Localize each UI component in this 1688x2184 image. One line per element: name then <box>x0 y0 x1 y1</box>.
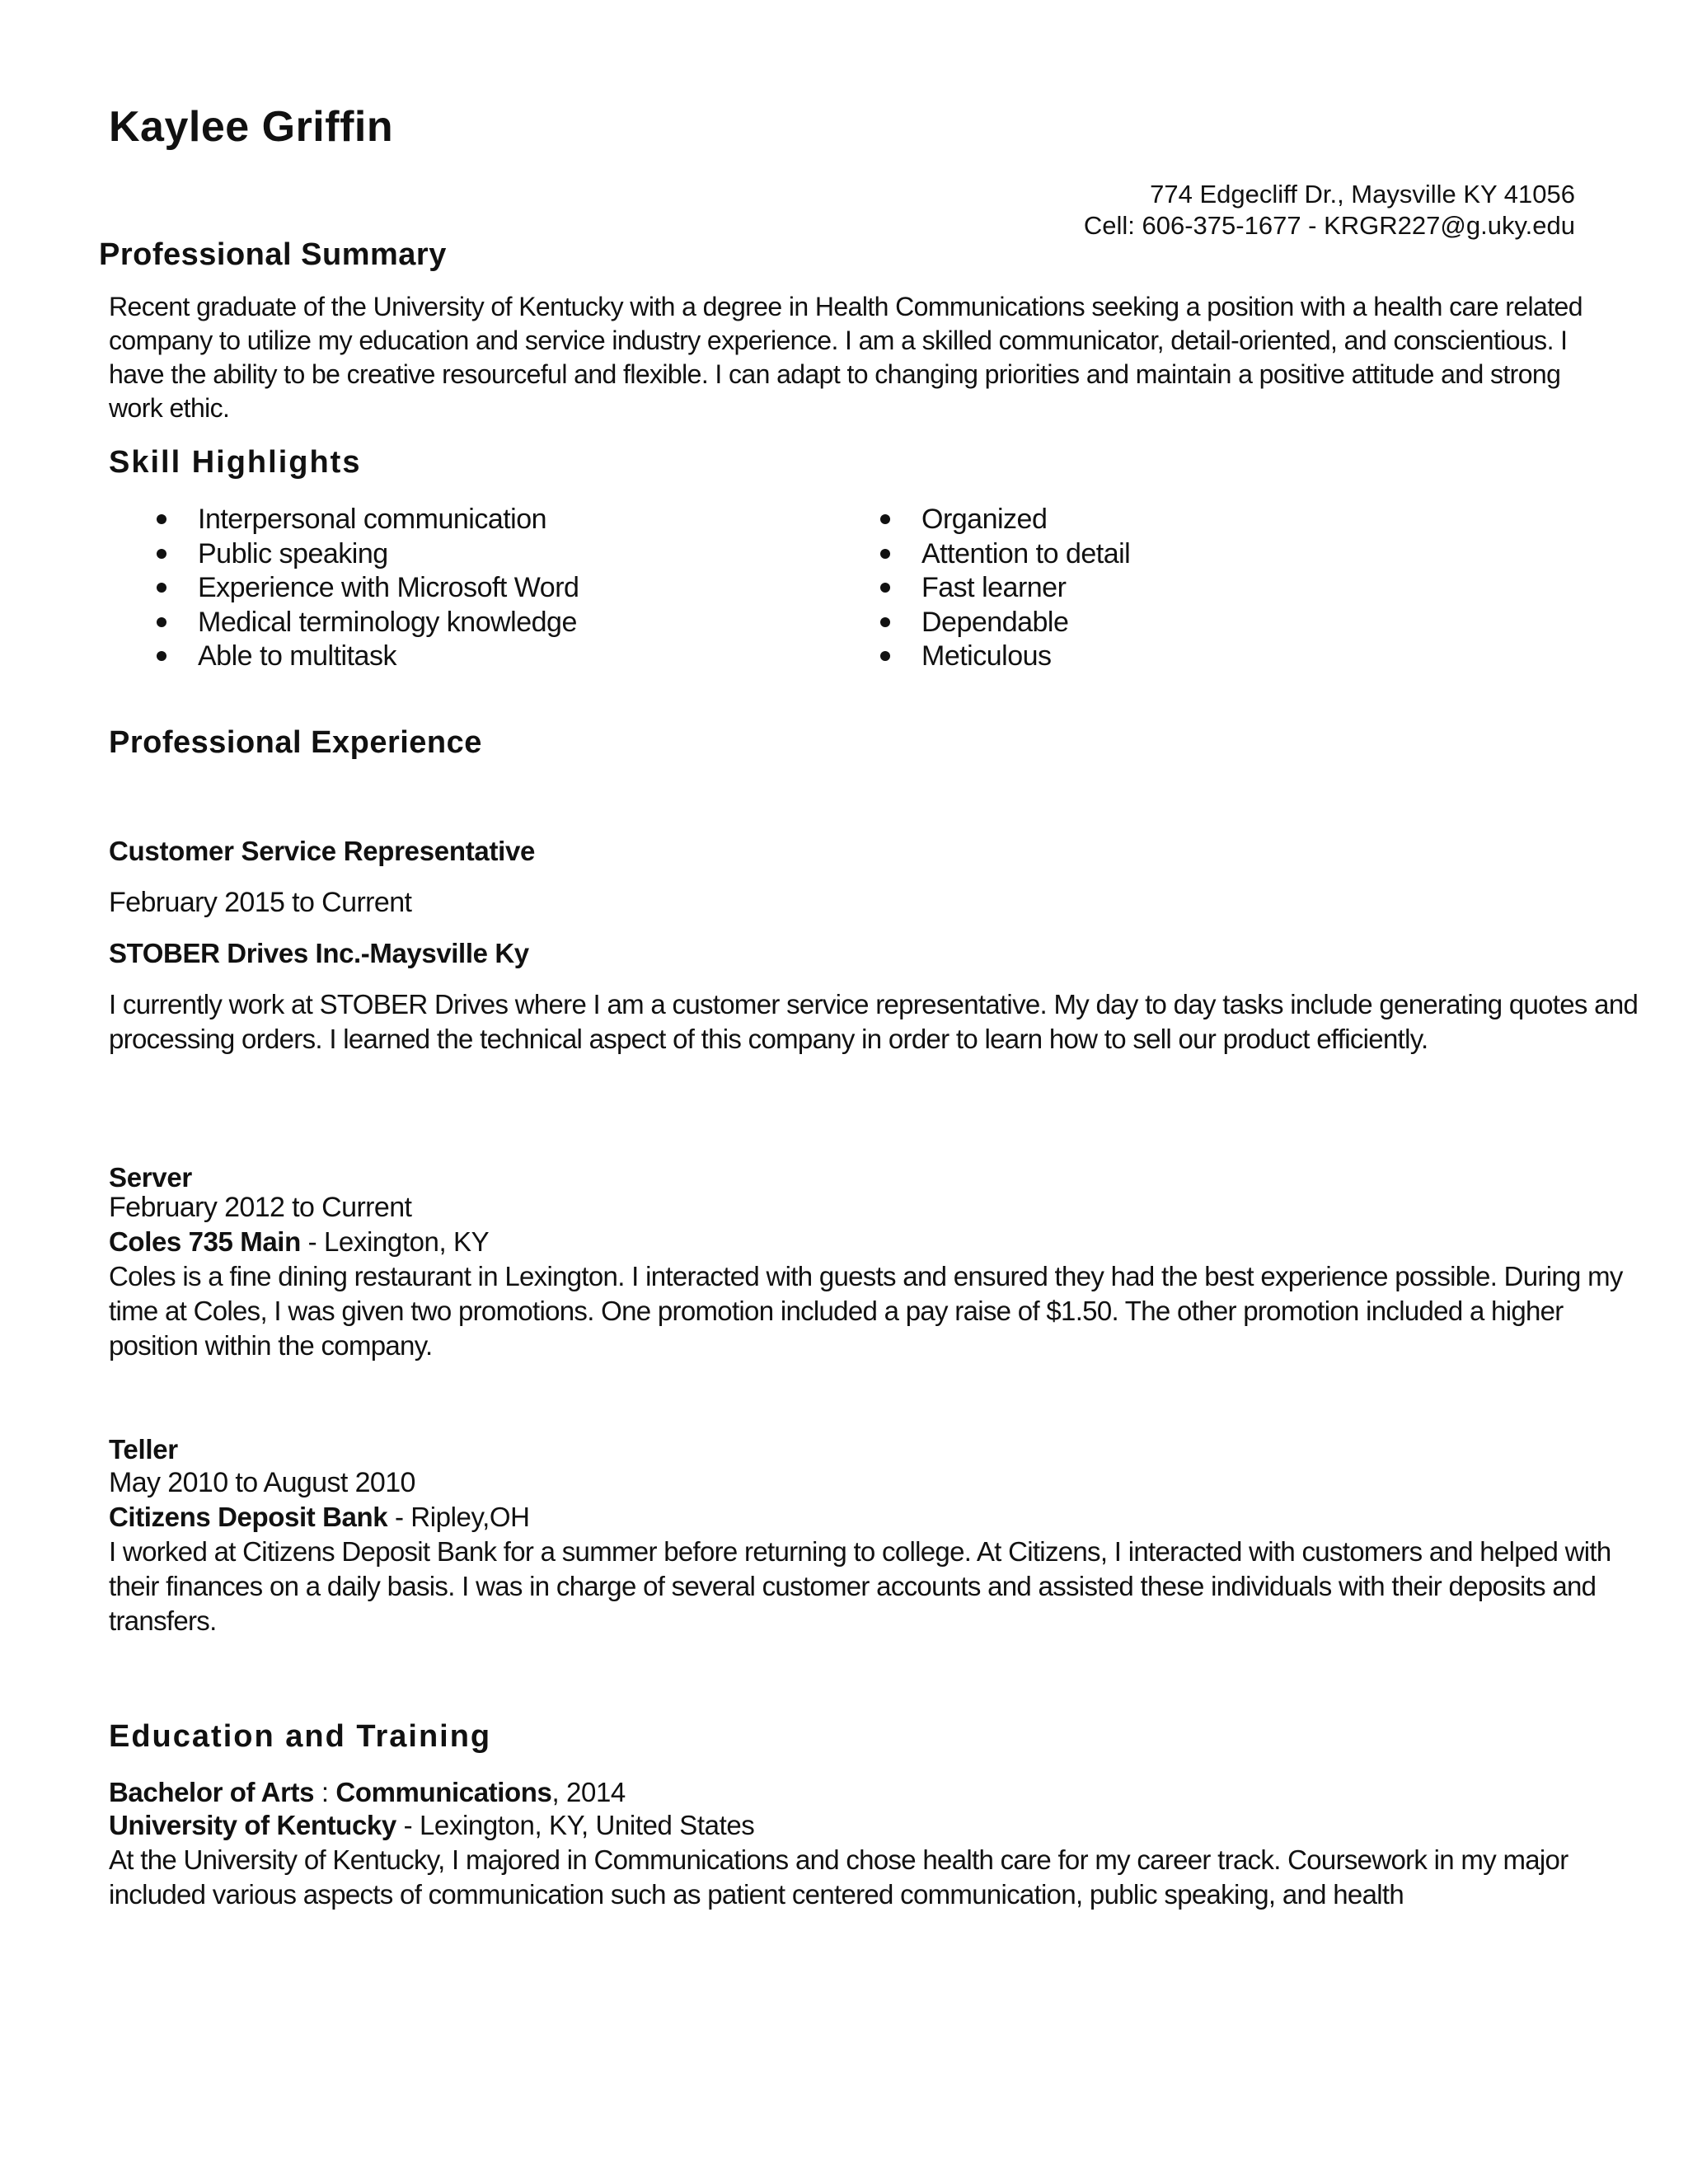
school-line <box>109 1810 754 1841</box>
job-dates: February 2015 to Current <box>109 887 412 918</box>
list-item: Organized <box>832 503 1130 537</box>
education-heading: Education and Training <box>109 1719 492 1754</box>
company-name: STOBER Drives Inc.-Maysville Ky <box>109 938 529 968</box>
list-item: Public speaking <box>109 537 579 572</box>
list-item: Dependable <box>832 606 1130 640</box>
job-dates: May 2010 to August 2010 <box>109 1467 415 1498</box>
job-description: I worked at Citizens Deposit Bank for a summer before returning to college. At Citizens, I interacted with customers and helped with their finances on a daily basis. I was in charge of several customer accounts and assisted these individuals with their deposits and transfers. <box>109 1536 1611 1636</box>
job-company <box>109 938 529 969</box>
company-location: - Ripley,OH <box>387 1502 530 1532</box>
degree: Bachelor of Arts <box>109 1777 315 1807</box>
list-item: Able to multitask <box>109 640 579 674</box>
job-title: Teller <box>109 1434 178 1465</box>
list-item: Interpersonal communication <box>109 503 579 537</box>
degree-field: Communications <box>335 1777 552 1807</box>
address: 774 Edgecliff Dr., Maysville KY 41056 <box>1150 180 1575 209</box>
degree-separator: : <box>314 1777 336 1807</box>
job-description: Coles is a fine dining restaurant in Lexington. I interacted with guests and ensured they had the best experience possible. During my time at Coles, I was given two promotions. One promotion included a pay raise of $1.50. The other promotion included a higher position within the company. <box>109 1261 1623 1361</box>
job-company <box>109 1226 489 1258</box>
job-title: Server <box>109 1162 192 1193</box>
skills-list-right <box>832 503 1130 674</box>
list-item: Fast learner <box>832 571 1130 606</box>
skills-list-left <box>109 503 579 674</box>
experience-heading: Professional Experience <box>109 725 482 760</box>
candidate-name: Kaylee Griffin <box>109 103 394 151</box>
list-item: Meticulous <box>832 640 1130 674</box>
school-location: - Lexington, KY, United States <box>396 1810 755 1840</box>
school-name: University of Kentucky <box>109 1810 396 1840</box>
job-company <box>109 1502 530 1533</box>
company-location: - Lexington, KY <box>300 1226 490 1257</box>
contact-info: Cell: 606-375-1677 - KRGR227@g.uky.edu <box>1083 211 1575 240</box>
education-description: At the University of Kentucky, I majored in Communications and chose health care for my career track. Coursework in my major included various aspects of communication such as patient centered communication, public speaking, and health <box>109 1844 1568 1910</box>
list-item: Experience with Microsoft Word <box>109 571 579 606</box>
summary-heading: Professional Summary <box>99 237 447 272</box>
job-dates: February 2012 to Current <box>109 1192 412 1223</box>
list-item: Medical terminology knowledge <box>109 606 579 640</box>
degree-year: , 2014 <box>551 1777 626 1807</box>
list-item: Attention to detail <box>832 537 1130 572</box>
company-name: Citizens Deposit Bank <box>109 1502 388 1532</box>
degree-line <box>109 1777 626 1808</box>
company-name: Coles 735 Main <box>109 1226 301 1257</box>
job-title: Customer Service Representative <box>109 836 536 866</box>
skills-heading: Skill Highlights <box>109 445 362 480</box>
summary-text: Recent graduate of the University of Kentucky with a degree in Health Communications seeking a position with a health care related company to utilize my education and service industry experience. I am a skilled communicator, detail-oriented, and conscientious. I have the ability to be creative resourceful and flexible. I can adapt to changing priorities and maintain a positive attitude and strong work ethic. <box>109 292 1582 423</box>
job-description: I currently work at STOBER Drives where I am a customer service representative. My day to day tasks include generating quotes and processing orders. I learned the technical aspect of this company in order to learn how to sell our product efficiently. <box>109 989 1639 1054</box>
